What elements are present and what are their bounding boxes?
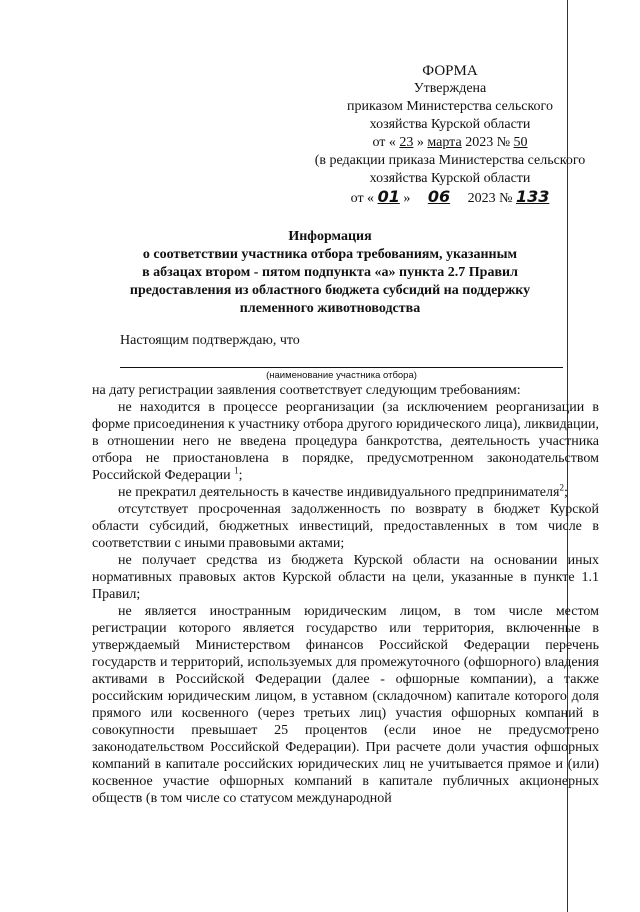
paragraph-intro: на дату регистрации заявления соответствует следующим требованиям: [92,383,521,398]
paragraph-debt: отсутствует просроченная задолженность по возврату в бюджет Курской области субсидий, бюджетных инвестиций, предоставленных в том числе в соответствии с иными правовыми актами; [92,502,599,551]
requirements-body [92,382,599,807]
edit-date-line: от « 01 » 06 2023 № 133 [350,187,550,206]
document-title: Информация о соответствии участника отбора требованиям, указанным в абзацах втором - пятом подпункта «а» пункта 2.7 Правил предоставления из областного бюджета субсидий на поддержку племенного животноводства [129,229,531,316]
edit-line-2: хозяйства Курской области [369,171,531,186]
edit-year: 2023 [467,191,496,206]
order-year: 2023 [465,135,494,150]
order-month: марта [427,135,462,150]
footnote-ref-2: 2 [559,482,564,493]
participant-caption: (наименование участника отбора) [266,370,417,381]
order-line-1: приказом Министерства сельского [347,99,553,114]
participant-fill-line [120,367,563,368]
paragraph-entrepreneur: не прекратил деятельность в качестве индивидуального предпринимателя$^2$; [118,482,568,500]
edit-day: 01 [377,187,400,206]
order-number: 50 [513,135,528,150]
order-date-line: от « 23 » марта 2023 № 50 [372,135,528,150]
order-day: 23 [399,135,414,150]
footnote-ref-1: 1 [234,465,239,476]
edit-month: 06 [427,187,451,206]
edit-number: 133 [515,187,550,206]
confirm-text: Настоящим подтверждаю, что [120,333,300,348]
form-label: ФОРМА [422,63,478,79]
paragraph-budget-funds: не получает средства из бюджета Курской области на основании иных нормативных правовых актов Курской области на цели, указанные в пункте 1.1 Правил; [92,553,599,602]
approved-label: Утверждена [413,81,487,96]
paragraph-foreign-entity: не является иностранным юридическим лицом, в том числе местом регистрации которого является государство или территория, включенные в утверждаемый Министерством финансов Российской Федерации перечень государств и территорий, используемых для промежуточного (офшорного) владения активами в Российской Федерации (далее - офшорные компании), а также российским юридическим лицом, в уставном (складочном) капитале которого доля прямого или косвенного (через третьих лиц) участия офшорных компаний в совокупности превышает 25 процентов (если иное не предусмотрено законодательством Российской Федерации). При расчете доли участия офшорных компаний в капитале российских юридических лиц не учитывается прямое и (или) косвенное участие офшорных компаний в капитале публичных акционерных обществ (в том числе со статусом международной [92,604,599,806]
approval-header [300,62,600,208]
paragraph-reorganization: не находится в процессе реорганизации (за исключением реорганизации в форме присоединения к участнику отбора другого юридического лица), ликвидации, в отношении него не введена процедура банкротства, деятельность участника отбора не приостановлена в порядке, предусмотренном законодательством Российской Федерации $^1$; [92,400,599,483]
order-line-2: хозяйства Курской области [369,117,531,132]
edit-line-1: (в редакции приказа Министерства сельского [314,153,586,168]
